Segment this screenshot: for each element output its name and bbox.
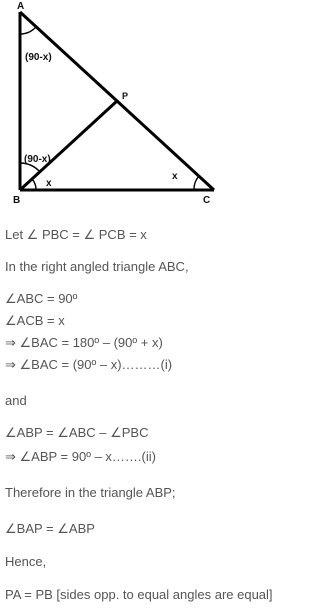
vertex-b-label: B: [13, 195, 21, 206]
text-line-acb: ∠ACB = x: [5, 313, 65, 328]
text-line-right-triangle: In the right angled triangle ABC,: [5, 259, 189, 274]
angle-arc-c: [194, 176, 199, 190]
text-line-bap-abp: ∠BAP = ∠ABP: [5, 521, 95, 536]
text-line-bac-sum: ⇒ ∠BAC = 180º – (90º + x): [5, 335, 163, 350]
text-line-hence: Hence,: [5, 554, 47, 569]
text-line-conclusion: PA = PB [sides opp. to equal angles are equal]: [5, 587, 273, 602]
segment-bp: [20, 101, 117, 190]
angle-arc-a: [20, 27, 36, 34]
vertex-a-label: A: [17, 1, 25, 12]
triangle-figure: [0, 0, 293, 210]
angle-label-b-upper: (90-x): [24, 154, 51, 165]
text-line-let: Let ∠ PBC = ∠ PCB = x: [5, 227, 147, 242]
vertex-c-label: C: [203, 195, 211, 206]
text-line-and: and: [5, 393, 27, 408]
text-line-abc: ∠ABC = 90º: [5, 291, 78, 306]
text-line-therefore: Therefore in the triangle ABP;: [5, 485, 176, 500]
angle-label-b-lower: x: [46, 178, 52, 189]
angle-label-a: (90-x): [25, 52, 52, 63]
text-line-abp-diff: ∠ABP = ∠ABC – ∠PBC: [5, 425, 149, 440]
point-p-label: P: [122, 91, 129, 101]
angle-label-c: x: [172, 171, 178, 182]
text-line-bac-result: ⇒ ∠BAC = (90º – x)………(i): [5, 357, 173, 372]
angle-arc-b-lower: [32, 179, 36, 190]
text-line-abp-result: ⇒ ∠ABP = 90º – x…….(ii): [5, 449, 156, 464]
